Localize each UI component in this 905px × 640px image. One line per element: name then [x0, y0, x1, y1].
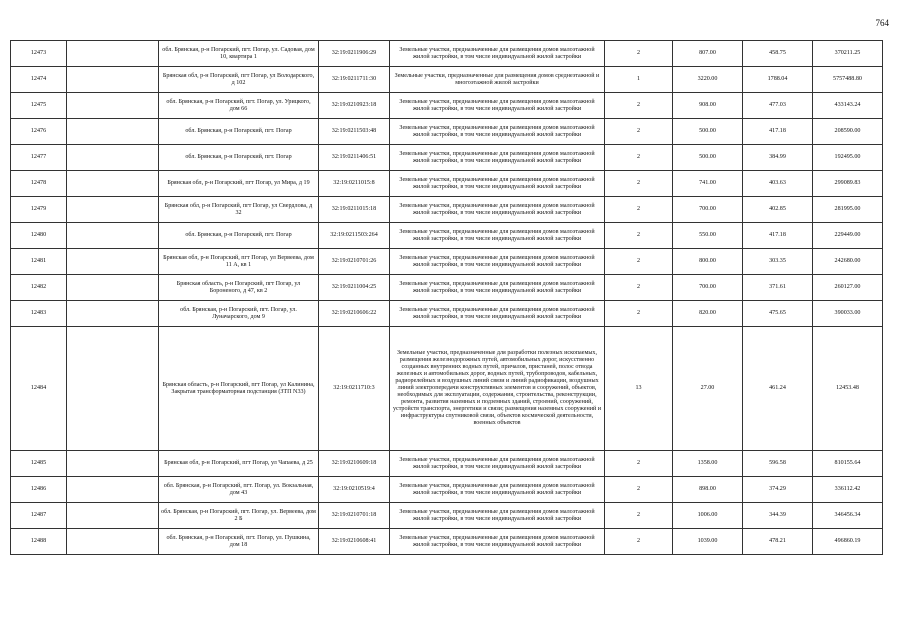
cadastral-number-cell: 32:19:0211710:3 — [319, 327, 390, 451]
record-number-cell: 12476 — [11, 119, 67, 145]
cadastral-number-cell: 32:19:0211711:30 — [319, 67, 390, 93]
permitted-use-cell: Земельные участки, предназначенные для размещения домов малоэтажной жилой застройки, в том числе индивидуальной жилой застройки — [390, 171, 605, 197]
specific-value-cell: 458.75 — [743, 41, 813, 67]
table-row — [11, 119, 883, 145]
address-cell: Брянская область, р-н Погарский, пгт Погар, ул Калинина, Закрытая трансформаторная подстанция (ЗТП N33) — [159, 327, 319, 451]
cadastral-number-cell: 32:19:0210701:18 — [319, 503, 390, 529]
record-number-cell: 12487 — [11, 503, 67, 529]
group-number-cell: 2 — [605, 301, 673, 327]
specific-value-cell: 344.39 — [743, 503, 813, 529]
cadastral-value-cell: 5757488.80 — [813, 67, 883, 93]
area-cell: 3220.00 — [673, 67, 743, 93]
area-cell: 800.00 — [673, 249, 743, 275]
address-cell: Брянская обл, р-н Погарский, пгт Погар, ул Мира, д 19 — [159, 171, 319, 197]
cadastral-value-cell: 208590.00 — [813, 119, 883, 145]
empty-cell — [67, 93, 159, 119]
empty-cell — [67, 529, 159, 555]
record-number-cell: 12478 — [11, 171, 67, 197]
area-cell: 1358.00 — [673, 451, 743, 477]
table-row — [11, 327, 883, 451]
table-row — [11, 197, 883, 223]
table-row — [11, 93, 883, 119]
empty-cell — [67, 223, 159, 249]
cadastral-value-cell: 299089.83 — [813, 171, 883, 197]
permitted-use-cell: Земельные участки, предназначенные для размещения домов малоэтажной жилой застройки, в том числе индивидуальной жилой застройки — [390, 223, 605, 249]
cadastral-value-cell: 281995.00 — [813, 197, 883, 223]
address-cell: Брянская область, р-н Погарский, пгт Погар, ул Бороненого, д 47, кв 2 — [159, 275, 319, 301]
table-row — [11, 451, 883, 477]
address-cell: обл. Брянская, р-н Погарский, пгт. Погар, ул. Вокзальная, дом 43 — [159, 477, 319, 503]
permitted-use-cell: Земельные участки, предназначенные для размещения домов малоэтажной жилой застройки, в том числе индивидуальной жилой застройки — [390, 301, 605, 327]
address-cell: обл. Брянская, р-н Погарский, пгт. Погар, ул. Вервеева, дом 2 Б — [159, 503, 319, 529]
specific-value-cell: 402.85 — [743, 197, 813, 223]
cadastral-value-cell: 336112.42 — [813, 477, 883, 503]
permitted-use-cell: Земельные участки, предназначенные для размещения домов малоэтажной жилой застройки, в том числе индивидуальной жилой застройки — [390, 93, 605, 119]
permitted-use-cell: Земельные участки, предназначенные для размещения домов малоэтажной жилой застройки, в том числе индивидуальной жилой застройки — [390, 451, 605, 477]
specific-value-cell: 461.24 — [743, 327, 813, 451]
group-number-cell: 2 — [605, 119, 673, 145]
cadastral-value-cell: 370211.25 — [813, 41, 883, 67]
table-row — [11, 477, 883, 503]
record-number-cell: 12474 — [11, 67, 67, 93]
group-number-cell: 2 — [605, 275, 673, 301]
specific-value-cell: 417.18 — [743, 223, 813, 249]
empty-cell — [67, 171, 159, 197]
table-row — [11, 171, 883, 197]
cadastral-value-cell: 229449.00 — [813, 223, 883, 249]
cadastral-number-cell: 32:19:0211906:29 — [319, 41, 390, 67]
cadastral-value-cell: 433143.24 — [813, 93, 883, 119]
permitted-use-cell: Земельные участки, предназначенные для размещения домов малоэтажной жилой застройки, в том числе индивидуальной жилой застройки — [390, 145, 605, 171]
cadastral-number-cell: 32:19:0210606:22 — [319, 301, 390, 327]
specific-value-cell: 403.63 — [743, 171, 813, 197]
group-number-cell: 2 — [605, 93, 673, 119]
specific-value-cell: 374.29 — [743, 477, 813, 503]
specific-value-cell: 384.99 — [743, 145, 813, 171]
empty-cell — [67, 197, 159, 223]
record-number-cell: 12480 — [11, 223, 67, 249]
cadastral-number-cell: 32:19:0210701:26 — [319, 249, 390, 275]
cadastral-value-cell: 192495.00 — [813, 145, 883, 171]
cadastral-number-cell: 32:19:0210519:4 — [319, 477, 390, 503]
empty-cell — [67, 451, 159, 477]
group-number-cell: 2 — [605, 529, 673, 555]
specific-value-cell: 478.21 — [743, 529, 813, 555]
group-number-cell: 2 — [605, 223, 673, 249]
table-body — [11, 41, 883, 555]
specific-value-cell: 596.58 — [743, 451, 813, 477]
address-cell: Брянская обл, р-н Погарский, пгт Погар, ул Свердлова, д 32 — [159, 197, 319, 223]
record-number-cell: 12477 — [11, 145, 67, 171]
permitted-use-cell: Земельные участки, предназначенные для размещения домов малоэтажной жилой застройки, в том числе индивидуальной жилой застройки — [390, 529, 605, 555]
cadastral-number-cell: 32:19:0211004:25 — [319, 275, 390, 301]
empty-cell — [67, 119, 159, 145]
table-row — [11, 275, 883, 301]
specific-value-cell: 417.18 — [743, 119, 813, 145]
specific-value-cell: 371.61 — [743, 275, 813, 301]
page-number: 764 — [875, 18, 889, 28]
area-cell: 1006.00 — [673, 503, 743, 529]
empty-cell — [67, 275, 159, 301]
specific-value-cell: 303.35 — [743, 249, 813, 275]
group-number-cell: 2 — [605, 249, 673, 275]
area-cell: 500.00 — [673, 119, 743, 145]
cadastral-value-cell: 12453.48 — [813, 327, 883, 451]
record-number-cell: 12481 — [11, 249, 67, 275]
cadastral-value-cell: 346456.34 — [813, 503, 883, 529]
permitted-use-cell: Земельные участки, предназначенные для размещения домов малоэтажной жилой застройки, в том числе индивидуальной жилой застройки — [390, 41, 605, 67]
record-number-cell: 12483 — [11, 301, 67, 327]
empty-cell — [67, 503, 159, 529]
area-cell: 550.00 — [673, 223, 743, 249]
cadastral-number-cell: 32:19:0210609:18 — [319, 451, 390, 477]
area-cell: 27.00 — [673, 327, 743, 451]
permitted-use-cell: Земельные участки, предназначенные для разработки полезных ископаемых, размещения железнодорожных путей, автомобильных дорог, искусственно созданных внутренних водных путей, причалов, пристаней, полос отвода железных и автомобильных дорог, водных путей, трубопроводов, кабельных, радиорелейных и воздушных линий связи и линий радиофикации, воздушных линий электропередачи конструктивных элементов и сооружений, объектов, необходимых для эксплуатации, содержания, строительства, реконструкции, ремонта, развития наземных и подземных зданий, строений, сооружений, устройств транспорта, энергетики и связи; размещения наземных сооружений и инфраструктуры спутниковой связи, объектов космической деятельности, военных объектов — [390, 327, 605, 451]
empty-cell — [67, 301, 159, 327]
permitted-use-cell: Земельные участки, предназначенные для размещения домов малоэтажной жилой застройки, в том числе индивидуальной жилой застройки — [390, 477, 605, 503]
record-number-cell: 12475 — [11, 93, 67, 119]
permitted-use-cell: Земельные участки, предназначенные для размещения домов малоэтажной жилой застройки, в том числе индивидуальной жилой застройки — [390, 197, 605, 223]
address-cell: обл. Брянская, р-н Погарский, пгт. Погар, ул. Пушкина, дом 18 — [159, 529, 319, 555]
table-row — [11, 223, 883, 249]
table-row — [11, 529, 883, 555]
cadastral-number-cell: 32:19:0211503:264 — [319, 223, 390, 249]
cadastral-value-cell: 260127.00 — [813, 275, 883, 301]
area-cell: 741.00 — [673, 171, 743, 197]
cadastral-number-cell: 32:19:0211015:18 — [319, 197, 390, 223]
empty-cell — [67, 67, 159, 93]
area-cell: 807.00 — [673, 41, 743, 67]
address-cell: обл. Брянская, р-н Погарский, пгт. Погар, ул. Садовая, дом 10, квартира 1 — [159, 41, 319, 67]
empty-cell — [67, 477, 159, 503]
address-cell: обл. Брянская, р-н Погарский, пгт. Погар, ул. Луначарского, дом 9 — [159, 301, 319, 327]
group-number-cell: 2 — [605, 145, 673, 171]
table-row — [11, 503, 883, 529]
table-row — [11, 67, 883, 93]
cadastral-number-cell: 32:19:0211503:48 — [319, 119, 390, 145]
address-cell: обл. Брянская, р-н Погарский, пгт. Погар — [159, 119, 319, 145]
record-number-cell: 12484 — [11, 327, 67, 451]
group-number-cell: 2 — [605, 197, 673, 223]
record-number-cell: 12486 — [11, 477, 67, 503]
address-cell: обл. Брянская, р-н Погарский, пгт. Погар — [159, 223, 319, 249]
cadastral-value-cell: 390033.00 — [813, 301, 883, 327]
record-number-cell: 12485 — [11, 451, 67, 477]
area-cell: 1039.00 — [673, 529, 743, 555]
empty-cell — [67, 249, 159, 275]
group-number-cell: 2 — [605, 41, 673, 67]
area-cell: 898.00 — [673, 477, 743, 503]
permitted-use-cell: Земельные участки, предназначенные для размещения домов малоэтажной жилой застройки, в том числе индивидуальной жилой застройки — [390, 275, 605, 301]
area-cell: 700.00 — [673, 275, 743, 301]
record-number-cell: 12482 — [11, 275, 67, 301]
permitted-use-cell: Земельные участки, предназначенные для размещения домов малоэтажной жилой застройки, в том числе индивидуальной жилой застройки — [390, 249, 605, 275]
address-cell: обл. Брянская, р-н Погарский, пгт. Погар — [159, 145, 319, 171]
area-cell: 820.00 — [673, 301, 743, 327]
group-number-cell: 2 — [605, 503, 673, 529]
cadastral-number-cell: 32:19:0211015:8 — [319, 171, 390, 197]
group-number-cell: 2 — [605, 451, 673, 477]
cadastral-number-cell: 32:19:0210923:18 — [319, 93, 390, 119]
table-row — [11, 249, 883, 275]
group-number-cell: 1 — [605, 67, 673, 93]
record-number-cell: 12488 — [11, 529, 67, 555]
specific-value-cell: 475.65 — [743, 301, 813, 327]
cadastral-value-table — [10, 40, 883, 555]
permitted-use-cell: Земельные участки, предназначенные для размещения домов малоэтажной жилой застройки, в том числе индивидуальной жилой застройки — [390, 503, 605, 529]
table-row — [11, 145, 883, 171]
cadastral-value-cell: 496860.19 — [813, 529, 883, 555]
record-number-cell: 12479 — [11, 197, 67, 223]
area-cell: 700.00 — [673, 197, 743, 223]
address-cell: Брянская обл, р-н Погарский, пгт Погар, ул Вервеева, дом 11 А, кв 1 — [159, 249, 319, 275]
permitted-use-cell: Земельные участки, предназначенные для размещения домов среднеэтажной и многоэтажной жилой застройки — [390, 67, 605, 93]
table-row — [11, 41, 883, 67]
cadastral-value-cell: 810155.64 — [813, 451, 883, 477]
record-number-cell: 12473 — [11, 41, 67, 67]
specific-value-cell: 1788.04 — [743, 67, 813, 93]
cadastral-number-cell: 32:19:0210608:41 — [319, 529, 390, 555]
group-number-cell: 13 — [605, 327, 673, 451]
permitted-use-cell: Земельные участки, предназначенные для размещения домов малоэтажной жилой застройки, в том числе индивидуальной жилой застройки — [390, 119, 605, 145]
empty-cell — [67, 327, 159, 451]
cadastral-value-cell: 242680.00 — [813, 249, 883, 275]
cadastral-number-cell: 32:19:0211406:51 — [319, 145, 390, 171]
table-row — [11, 301, 883, 327]
group-number-cell: 2 — [605, 477, 673, 503]
address-cell: обл. Брянская, р-н Погарский, пгт. Погар, ул. Урицкого, дом 66 — [159, 93, 319, 119]
specific-value-cell: 477.03 — [743, 93, 813, 119]
group-number-cell: 2 — [605, 171, 673, 197]
empty-cell — [67, 41, 159, 67]
area-cell: 908.00 — [673, 93, 743, 119]
area-cell: 500.00 — [673, 145, 743, 171]
address-cell: Брянская обл, р-н Погарский, пгт Погар, ул Чапаева, д 25 — [159, 451, 319, 477]
empty-cell — [67, 145, 159, 171]
address-cell: Брянская обл, р-н Погарский, пгт Погар, ул Володарского, д 102 — [159, 67, 319, 93]
